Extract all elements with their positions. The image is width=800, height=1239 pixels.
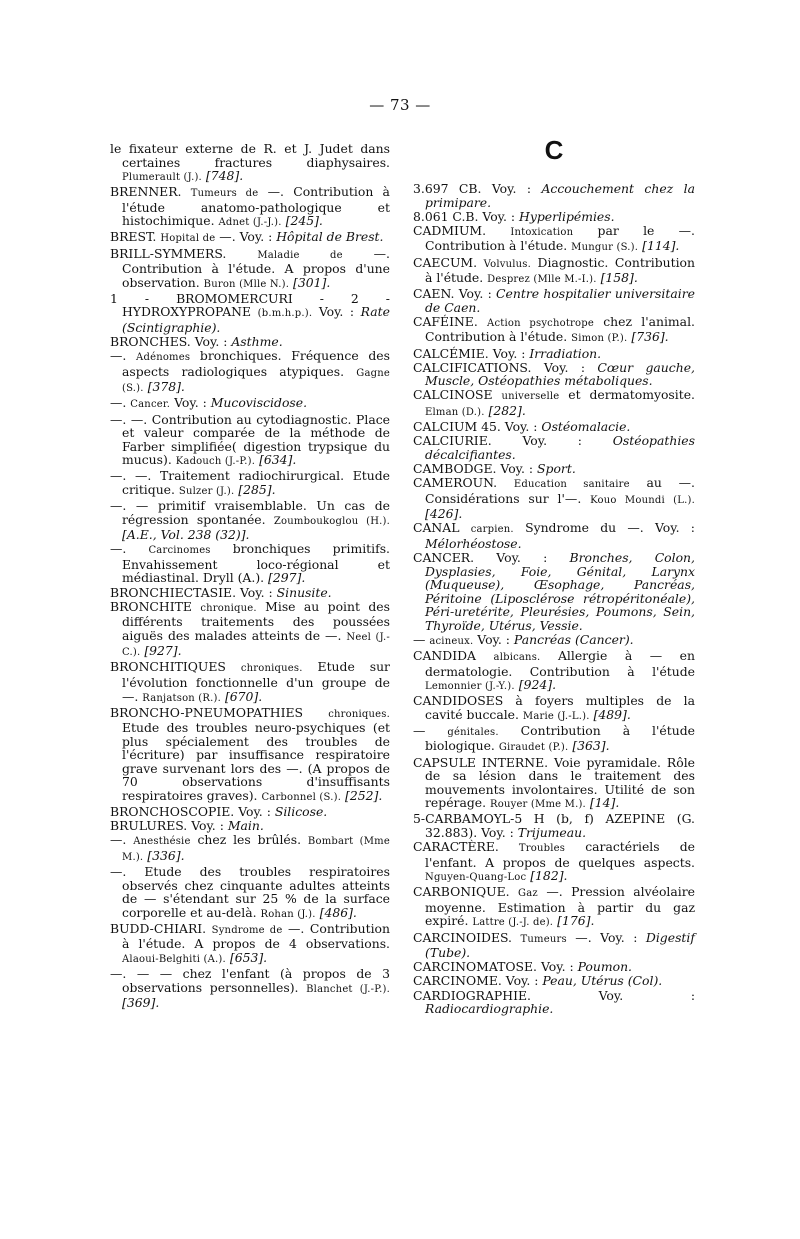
- entry-text: Voy. :: [191, 818, 224, 834]
- entry-text: Etude des troubles respiratoires observés chez cinquante adultes atteints de — s'étendant sur 25 % de la surface corporelle et au-delà.: [122, 864, 390, 920]
- entry-author: Ranjatson (R.).: [142, 692, 221, 704]
- entry-heading: CARCINOMATOSE.: [413, 959, 537, 975]
- index-entry: [110, 660, 390, 705]
- entry-thesis-number: [A.E., Vol. 238 (32)].: [122, 527, 250, 543]
- index-entry: [413, 315, 695, 346]
- index-column-right: [413, 132, 695, 1016]
- entry-author: Kouo Moundi (L.).: [590, 494, 695, 506]
- entry-author: Neel (J.-C.).: [122, 631, 390, 659]
- entry-subheading: chroniques.: [240, 663, 303, 675]
- entry-subheading: Troubles: [518, 843, 566, 855]
- entry-author: Lattre (J.-J. de).: [472, 917, 554, 929]
- entry-text: caractériels de l'enfant. A propos de quelques aspects.: [425, 839, 695, 870]
- entry-thesis-number: [426].: [425, 506, 463, 522]
- entry-heading: —. —: [110, 498, 149, 514]
- entry-text: à foyers multiples de la cavité buccale.: [425, 693, 695, 722]
- entry-thesis-number: [158].: [600, 270, 638, 286]
- entry-text: Allergie à — en dermatologie. Contribution à l'étude: [425, 648, 695, 679]
- index-entry: [413, 347, 695, 361]
- entry-see-reference: Irradiation.: [529, 345, 602, 361]
- entry-thesis-number: [252].: [345, 787, 383, 803]
- entry-heading: —.: [110, 832, 127, 848]
- index-entry: [413, 521, 695, 550]
- entry-see-reference: Silicose.: [274, 804, 328, 820]
- entry-heading: BRONCHO-PNEUMOPATHIES: [110, 704, 303, 720]
- entry-see-reference: Poumon.: [577, 959, 632, 975]
- entry-author: Giraudet (P.).: [498, 742, 569, 754]
- index-entry: [413, 724, 695, 755]
- entry-thesis-number: [336].: [147, 847, 185, 863]
- entry-author: Buron (Mlle N.).: [203, 278, 290, 290]
- entry-text: Voy. :: [194, 334, 228, 350]
- index-entry: [110, 542, 390, 585]
- entry-heading: CALCÉMIE.: [413, 345, 489, 361]
- entry-see-reference: Rate (Scintigraphie).: [122, 304, 390, 335]
- entry-author: Rohan (J.).: [260, 908, 316, 920]
- entry-subheading: acineux.: [429, 635, 474, 647]
- entry-author: Gagne (S.).: [122, 367, 390, 395]
- entry-author: Plumerault (J.).: [122, 172, 202, 184]
- entry-see-reference: Ostéopathies décalcifiantes.: [425, 433, 695, 462]
- entry-thesis-number: [363].: [572, 738, 610, 754]
- entry-subheading: Intoxication: [510, 226, 574, 238]
- entry-heading: CALCINOSE: [413, 387, 493, 403]
- index-entry: [110, 706, 390, 805]
- entry-text: Diagnostic. Contribution à l'étude.: [425, 254, 695, 286]
- entry-heading: CARBONIQUE.: [413, 884, 510, 900]
- entry-text: Voy. :: [504, 419, 538, 435]
- entry-heading: —.: [110, 864, 127, 880]
- entry-heading: 1 - BROMOMERCURI - 2 - HYDROXYPROPANE: [110, 290, 390, 320]
- entry-text: —. Voy. :: [219, 229, 273, 245]
- index-entry: [413, 989, 695, 1016]
- entry-see-reference: Mélorhéostose.: [425, 535, 522, 551]
- entry-text: Voy. :: [240, 584, 273, 600]
- entry-heading: —.: [110, 541, 127, 557]
- index-entry: [413, 885, 695, 930]
- entry-text: Voy. :: [477, 631, 510, 647]
- entry-author: Kadouch (J.-P.).: [175, 456, 256, 468]
- entry-thesis-number: [282].: [488, 402, 526, 418]
- entry-heading: BRULURES.: [110, 818, 188, 834]
- entry-text: Voy. :: [522, 433, 582, 449]
- entry-text: Voy. :: [174, 395, 207, 411]
- index-entry: [413, 812, 695, 839]
- entry-thesis-number: [378].: [147, 379, 185, 395]
- entry-author: Sulzer (J.).: [178, 485, 235, 497]
- entry-text: par le —. Contribution à l'étude.: [425, 222, 695, 254]
- entry-heading: 5-CARBAMOYL-5 H (b, f) AZEPINE: [413, 811, 666, 827]
- entry-heading: CAMEROUN.: [413, 475, 498, 491]
- entry-thesis-number: [924].: [518, 677, 557, 693]
- entry-thesis-number: [297].: [268, 570, 306, 586]
- index-column-left: [110, 142, 390, 1010]
- entry-text: Traitement radiochirurgical. Etude critique.: [122, 468, 390, 497]
- entry-thesis-number: [369].: [122, 995, 160, 1011]
- entry-text: Voy. :: [598, 987, 695, 1003]
- index-entry: [110, 292, 390, 335]
- entry-heading: CAFÉINE.: [413, 313, 478, 329]
- entry-text: bronchiques. Fréquence des aspects radiologiques atypiques.: [122, 348, 390, 379]
- entry-subheading: Syndrome de: [211, 924, 283, 936]
- entry-text: —. Voy. :: [575, 929, 638, 945]
- entry-thesis-number: [14].: [589, 795, 620, 811]
- entry-heading: CALCIURIE.: [413, 433, 492, 449]
- index-entry: [110, 600, 390, 660]
- entry-see-reference: Mucoviscidose.: [210, 395, 308, 411]
- entry-text: Voy. :: [492, 345, 526, 361]
- entry-subheading: Anesthésie: [133, 836, 191, 848]
- entry-subheading: génitales.: [447, 726, 499, 738]
- entry-text: Etude sur l'évolution fonctionnelle d'un groupe de —.: [122, 659, 390, 704]
- index-entry: [413, 434, 695, 461]
- entry-see-reference: Sinusite.: [276, 584, 332, 600]
- entry-heading: CAECUM.: [413, 254, 478, 270]
- index-entry: [110, 469, 390, 498]
- entry-text: primitif vraisemblable. Un cas de régression spontanée.: [122, 498, 390, 527]
- index-entry: [413, 210, 695, 224]
- entry-subheading: Tumeurs: [520, 933, 567, 945]
- entry-see-reference: Sport.: [537, 460, 576, 476]
- entry-text: chez l'animal. Contribution à l'étude.: [425, 313, 695, 345]
- entry-subheading: Adénomes: [136, 352, 191, 364]
- index-entry: [110, 247, 390, 292]
- entry-thesis-number: [653].: [229, 949, 268, 965]
- entry-heading: —.: [110, 395, 127, 411]
- index-entry: [110, 185, 390, 230]
- entry-see-reference: Ostéomalacie.: [541, 419, 631, 435]
- entry-text: Voie pyramidale. Rôle de sa lésion dans le traitement des mouvements involontaires. Utilité de son repérage.: [425, 754, 695, 811]
- index-entry: [110, 819, 390, 833]
- index-entry: [413, 224, 695, 255]
- entry-subheading: Cancer.: [130, 399, 171, 411]
- entry-heading: BRONCHOSCOPIE.: [110, 804, 235, 820]
- entry-subheading: chroniques.: [328, 708, 390, 720]
- entry-author: Bombart (Mme M.).: [122, 836, 390, 863]
- index-entry: [413, 256, 695, 287]
- entry-subheading: Carcinomes: [148, 545, 211, 557]
- entry-subheading: carpien.: [470, 524, 514, 536]
- entry-thesis-number: [489].: [593, 706, 631, 722]
- entry-heading: —: [413, 631, 426, 647]
- index-entry: [110, 396, 390, 412]
- index-entry: [413, 551, 695, 632]
- entry-subheading: universelle: [501, 391, 560, 403]
- index-entry: [413, 388, 695, 419]
- entry-heading: BRONCHIECTASIE.: [110, 584, 237, 600]
- entry-see-reference: Hyperlipémies.: [519, 208, 615, 224]
- index-entry: [110, 922, 390, 967]
- entry-heading: CARCINOIDES.: [413, 929, 512, 945]
- entry-thesis-number: [285].: [238, 481, 276, 497]
- entry-text: Voy. :: [458, 286, 492, 302]
- entry-text: —. Contribution à l'étude. A propos d'une observation.: [122, 245, 390, 290]
- index-entry: [110, 967, 390, 1010]
- entry-text: Mise au point des différents traitements des poussées aiguës des malades atteints de —.: [122, 598, 390, 643]
- index-entry: [413, 182, 695, 209]
- entry-text: Syndrome du —. Voy. :: [525, 520, 695, 536]
- index-entry: [413, 960, 695, 974]
- entry-heading: —.: [110, 348, 127, 364]
- entry-heading: CAPSULE INTERNE.: [413, 754, 549, 770]
- entry-author: Desprez (Mlle M.-I.).: [487, 274, 597, 286]
- index-entry: [413, 361, 695, 388]
- entry-subheading: Volvulus.: [483, 258, 531, 270]
- entry-see-reference: Pancréas (Cancer).: [513, 631, 634, 647]
- entry-text: chez les brûlés.: [197, 832, 302, 848]
- entry-thesis-number: [927].: [144, 643, 182, 659]
- entry-thesis-number: [748].: [205, 168, 244, 184]
- entry-subheading: Hopital de: [160, 233, 216, 245]
- entry-heading: CALCIFICATIONS.: [413, 359, 532, 375]
- entry-subheading: albicans.: [493, 652, 541, 663]
- entry-text: Contribution à l'étude biologique.: [425, 722, 695, 754]
- entry-see-reference: Cœur gauche, Muscle, Ostéopathies métaboliques.: [425, 359, 695, 389]
- index-entry: [413, 476, 695, 521]
- entry-text: Voy. :: [500, 460, 534, 476]
- entry-thesis-number: [114].: [642, 238, 680, 254]
- entry-text: —. Pression alvéolaire moyenne. Estimation à partir du gaz expiré.: [425, 884, 695, 929]
- entry-heading: CARDIOGRAPHIE.: [413, 987, 531, 1003]
- index-entry: [413, 633, 695, 649]
- entry-heading: le fixateur externe de R. et J. Judet dans certaines fractures diaphysaires.: [110, 141, 390, 170]
- entry-heading: BRONCHES.: [110, 334, 191, 350]
- entry-text: —. Contribution à l'étude. A propos de 4 observations.: [122, 920, 390, 952]
- entry-text: Voy. :: [543, 359, 585, 375]
- entry-thesis-number: [245].: [285, 213, 323, 229]
- entry-heading: —. —.: [110, 411, 148, 427]
- entry-author: Blanchet (J.-P.).: [306, 983, 390, 995]
- index-entry: [413, 974, 695, 988]
- entry-heading: —. —.: [110, 468, 152, 484]
- entry-see-reference: Centre hospitalier universitaire de Caen.: [425, 286, 695, 315]
- entry-heading: CAEN.: [413, 286, 455, 302]
- entry-subheading: Maladie de: [257, 249, 343, 261]
- entry-thesis-number: [736].: [631, 329, 669, 345]
- entry-text: Voy. :: [491, 181, 532, 196]
- entry-thesis-number: [301].: [293, 274, 331, 290]
- entry-see-reference: Trijumeau.: [517, 824, 587, 840]
- entry-heading: BRENNER.: [110, 184, 182, 200]
- entry-author: Rouyer (Mme M.).: [490, 799, 586, 811]
- entry-text: (G. 32.883). Voy. :: [425, 811, 695, 840]
- index-entry: [110, 230, 390, 246]
- index-entry: [110, 335, 390, 349]
- entry-see-reference: Digestif (Tube).: [425, 929, 695, 961]
- entry-author: Elman (D.).: [425, 406, 485, 418]
- entry-author: Nguyen-Quang-Loc: [425, 872, 527, 884]
- entry-author: Adnet (J.-J.).: [218, 217, 282, 229]
- index-entry: [110, 586, 390, 600]
- index-entry: [110, 499, 390, 542]
- entry-text: Voy. :: [496, 549, 548, 565]
- entry-subheading: Action psychotrope: [487, 317, 594, 329]
- section-letter: C: [544, 135, 564, 165]
- entry-heading: —. —: [110, 966, 150, 982]
- entry-author: Lemonnier (J.-Y.).: [425, 681, 515, 693]
- entry-heading: CADMIUM.: [413, 222, 487, 238]
- index-entry: [413, 756, 695, 812]
- entry-text: —. Contribution à l'étude anatomo-pathologique et histochimique.: [122, 184, 390, 229]
- entry-text: Voy. :: [540, 959, 574, 975]
- entry-author: Mungur (S.).: [571, 242, 639, 254]
- entry-heading: 3.697 CB.: [413, 181, 482, 196]
- entry-author: Carbonnel (S.).: [261, 791, 342, 803]
- entry-thesis-number: [182].: [530, 868, 568, 884]
- entry-heading: CANDIDA: [413, 648, 476, 663]
- entry-see-reference: Main.: [227, 818, 264, 834]
- entry-text: bronchiques primitifs. Envahissement loco-régional et médiastinal. Dryll (A.).: [122, 541, 390, 586]
- entry-heading: CANDIDOSES: [413, 693, 504, 709]
- entry-heading: CAMBODGE.: [413, 460, 497, 476]
- entry-author: Marie (J.-L.).: [522, 710, 590, 722]
- entry-text: et dermatomyosite.: [568, 387, 695, 403]
- index-entry: [413, 420, 695, 434]
- entry-heading: BREST.: [110, 229, 157, 245]
- page-number: — 73 —: [369, 96, 431, 114]
- entry-subheading: chronique.: [200, 602, 257, 614]
- entry-text: Voy. :: [318, 304, 355, 320]
- index-entry: [413, 287, 695, 314]
- index-entry: [110, 349, 390, 396]
- entry-see-reference: Asthme.: [231, 334, 283, 350]
- entry-author: Zoumboukoglou (H.).: [273, 515, 390, 527]
- index-entry: [413, 694, 695, 723]
- entry-see-reference: Radiocardiographie.: [425, 1001, 554, 1017]
- entry-heading: CARACTÈRE.: [413, 839, 499, 855]
- entry-text: Voy. :: [505, 973, 539, 989]
- entry-heading: —: [413, 722, 426, 738]
- entry-thesis-number: [486].: [319, 904, 357, 920]
- index-entry: [110, 865, 390, 921]
- entry-subheading: Tumeurs de: [190, 188, 259, 200]
- index-entry: [110, 833, 390, 864]
- entry-see-reference: Accouchement chez la primipare.: [425, 181, 695, 210]
- entry-author: Simon (P.).: [571, 333, 628, 345]
- entry-heading: CANCER.: [413, 549, 475, 565]
- entry-thesis-number: [176].: [557, 913, 595, 929]
- entry-subheading: Gaz: [518, 888, 538, 900]
- index-entry: [110, 413, 390, 469]
- entry-author: Alaoui-Belghiti (A.).: [122, 953, 226, 965]
- entry-heading: CARCINOME.: [413, 973, 502, 989]
- index-entry: [413, 649, 695, 694]
- entry-heading: BRONCHITIQUES: [110, 659, 226, 675]
- entry-heading: CANAL: [413, 520, 460, 536]
- entry-subheading: Education sanitaire: [513, 479, 630, 491]
- entry-heading: 8.061 C.B.: [413, 208, 479, 224]
- entry-heading: CALCIUM 45.: [413, 419, 501, 435]
- entry-text: Voy. :: [238, 804, 271, 820]
- entry-heading: BRONCHITE: [110, 598, 192, 614]
- entry-text: Voy. :: [482, 208, 516, 224]
- entry-heading: BRILL-SYMMERS.: [110, 245, 227, 261]
- entry-heading: BUDD-CHIARI.: [110, 920, 207, 936]
- index-entry: [413, 931, 695, 960]
- entry-thesis-number: [670].: [224, 688, 263, 704]
- entry-text: au —. Considérations sur l'—.: [425, 475, 695, 506]
- index-entry: [110, 805, 390, 819]
- entry-text: — chez l'enfant (à propos de 3 observations personnelles).: [122, 966, 390, 995]
- entry-text: Contribution au cytodiagnostic. Place et valeur comparée de la méthode de Farber simplifiée( digestion trypsique du mucus).: [122, 411, 390, 468]
- entry-thesis-number: [634].: [259, 452, 297, 468]
- entry-see-reference: Hôpital de Brest.: [276, 229, 384, 245]
- entry-text: Etude des troubles neuro-psychiques (et plus spécialement des troubles de l'écriture) par insuffisance respiratoire grave survenant lors des —. (A propos de 70 observations d'insuffisants respiratoires graves).: [122, 720, 390, 803]
- index-entry: [413, 840, 695, 885]
- entry-see-reference: Bronches, Colon, Dysplasies, Foie, Génital, Larynx (Muqueuse), Œsophage, Pancréas, Péritoine (Liposclérose rétropéritonéale), Péri-uretérite, Pleurésies, Poumons, Sein, Thyroïde, Utérus, Vessie.: [425, 549, 695, 633]
- index-entry: [413, 462, 695, 476]
- entry-subheading: (b.m.h.p.).: [257, 308, 313, 320]
- entry-see-reference: Peau, Utérus (Col).: [542, 973, 663, 989]
- index-entry: [110, 142, 390, 185]
